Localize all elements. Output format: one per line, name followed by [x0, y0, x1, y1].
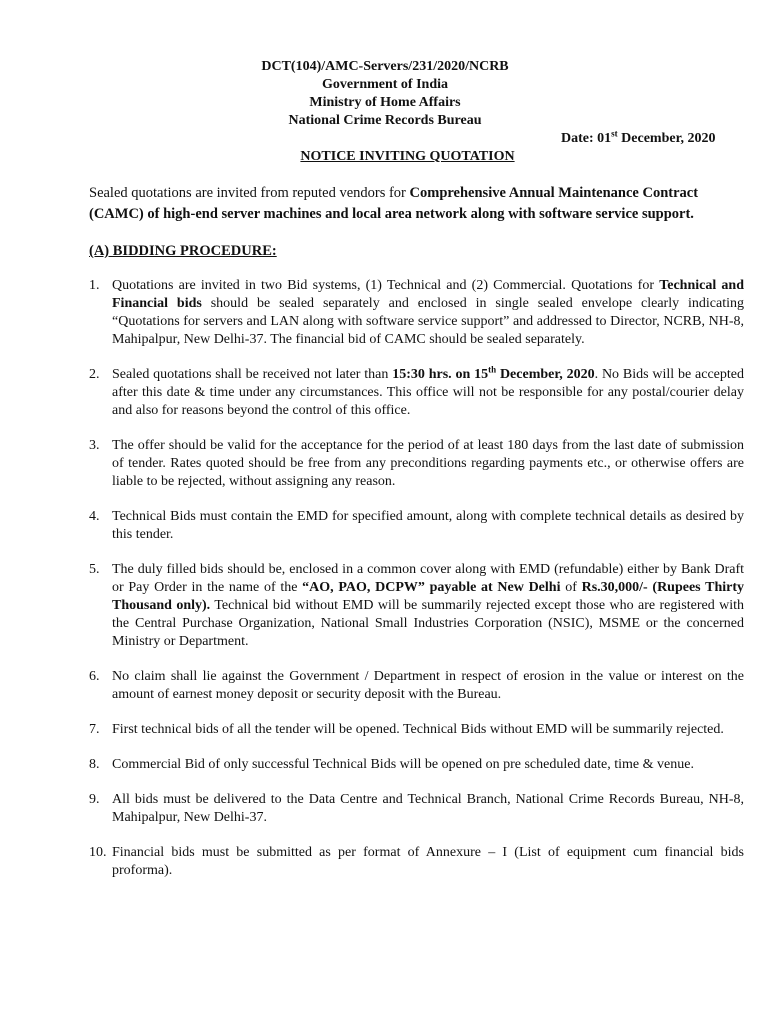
- item-number: 6.: [89, 669, 100, 684]
- item-number: 10.: [89, 845, 107, 860]
- item-text: Commercial Bid of only successful Technical Bids will be opened on pre scheduled date, time & venue.: [112, 757, 694, 772]
- date-suffix: December, 2020: [617, 131, 716, 146]
- list-item: [89, 561, 744, 651]
- list-item: [89, 721, 744, 739]
- bidding-procedure-list: [89, 277, 744, 897]
- item-number: 2.: [89, 367, 100, 382]
- item-text: [112, 366, 744, 420]
- item-text: The offer should be valid for the acceptance for the period of at least 180 days from the last date of submission of tender. Rates quoted should be free from any preconditions regarding payments etc., or otherwise offers are liable to be rejected, without assigning any reason.: [112, 438, 744, 489]
- item-bold-part: 15:30 hrs. on 15: [392, 367, 489, 382]
- intro-text: Sealed quotations are invited from reputed vendors for: [89, 185, 410, 201]
- item-text-part: of: [560, 580, 582, 595]
- intro-bold-text: Comprehensive Annual Maintenance Contract (CAMC) of high-end server machines and local area network along with software service support.: [89, 185, 699, 222]
- list-item: [89, 756, 744, 774]
- item-text-part: Quotations are invited in two Bid systems, (1) Technical and (2) Commercial. Quotations for: [112, 278, 660, 293]
- section-heading: (A) BIDDING PROCEDURE:: [89, 243, 277, 259]
- list-item: [89, 844, 744, 880]
- intro-paragraph: [89, 183, 744, 225]
- reference-number: DCT(104)/AMC-Servers/231/2020/NCRB: [261, 59, 509, 74]
- page-title: NOTICE INVITING QUOTATION: [300, 149, 515, 164]
- date-ordinal: st: [611, 128, 618, 139]
- item-number: 4.: [89, 509, 100, 524]
- item-text-part: The duly filled bids should be, enclosed in a common cover along with EMD (refundable) either by Bank Draft or Pay Order in the name of the: [112, 562, 744, 595]
- item-number: 3.: [89, 438, 100, 453]
- item-text: Technical Bids must contain the EMD for specified amount, along with complete technical details as desired by this tender.: [112, 509, 744, 542]
- list-item: [89, 668, 744, 704]
- item-text: [112, 277, 744, 349]
- date-prefix: Date: 01: [561, 131, 612, 146]
- item-bold-part: December, 2020: [496, 367, 595, 382]
- item-text: First technical bids of all the tender will be opened. Technical Bids without EMD will be summarily rejected.: [112, 722, 724, 737]
- item-text: Financial bids must be submitted as per format of Annexure – I (List of equipment cum financial bids proforma).: [112, 845, 744, 878]
- item-ordinal: th: [488, 364, 497, 375]
- letterhead: [0, 58, 770, 130]
- item-bold-part: “AO, PAO, DCPW” payable at New Delhi: [302, 580, 561, 595]
- list-item: [89, 508, 744, 544]
- item-text: [112, 561, 744, 651]
- notice-date: [561, 128, 716, 147]
- item-bold-part: Rs.30,000/- (Rupees Thirty Thousand only).: [112, 580, 744, 613]
- item-text: No claim shall lie against the Government / Department in respect of erosion in the value or interest on the amount of earnest money deposit or security deposit with the Bureau.: [112, 669, 744, 702]
- list-item: [89, 437, 744, 491]
- government-line: Government of India: [322, 77, 448, 92]
- item-number: 8.: [89, 757, 100, 772]
- item-text-part: . No Bids will be accepted after this date & time under any circumstances. This office will not be responsible for any postal/courier delay and also for reasons beyond the control of this office.: [112, 367, 744, 418]
- ministry-line: Ministry of Home Affairs: [309, 95, 461, 110]
- list-item: [89, 277, 744, 349]
- item-bold-part: Technical and Financial bids: [112, 278, 745, 311]
- item-text-part: Technical bid without EMD will be summarily rejected except those who are registered with the Central Purchase Organization, National Small Industries Corporation (NSIC), MSME or the concerned Ministry or Department.: [112, 598, 744, 649]
- item-text-part: Sealed quotations shall be received not later than: [112, 367, 393, 382]
- list-item: [89, 366, 744, 420]
- item-number: 9.: [89, 792, 100, 807]
- list-item: [89, 791, 744, 827]
- bureau-line: National Crime Records Bureau: [288, 113, 482, 128]
- item-number: 7.: [89, 722, 100, 737]
- item-text-part: should be sealed separately and enclosed in single sealed envelope clearly indicating “Quotations for servers and LAN along with software service support” and addressed to Director, NCRB, NH-8, Mahipalpur, New Delhi-37. The financial bid of CAMC should be sealed separately.: [112, 296, 744, 347]
- item-number: 1.: [89, 278, 100, 293]
- item-text: All bids must be delivered to the Data Centre and Technical Branch, National Crime Records Bureau, NH-8, Mahipalpur, New Delhi-37.: [112, 792, 744, 825]
- item-number: 5.: [89, 562, 100, 577]
